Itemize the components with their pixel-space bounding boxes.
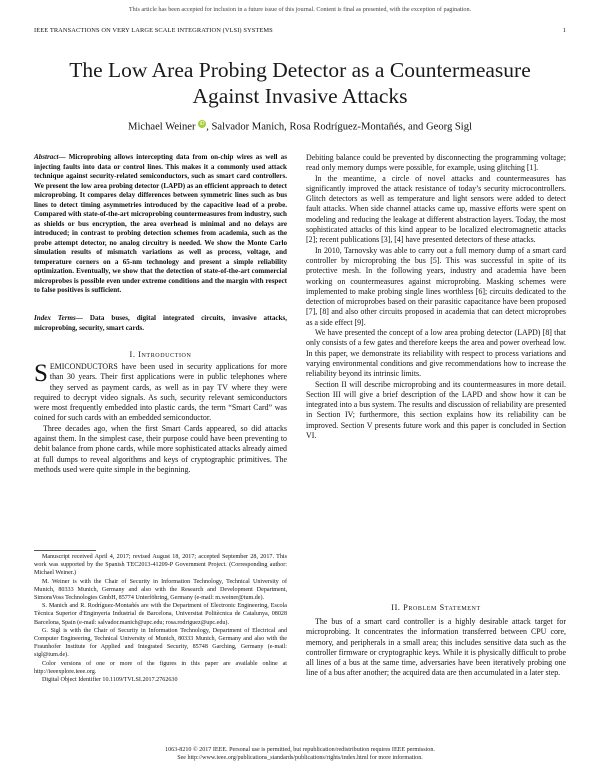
right-column-body: [306, 153, 566, 441]
right-paragraph-4: We have presented the concept of a low area probing detector (LAPD) [8] that only consists of a few gates and therefore keeps the area and power overhead low. In this paper, we demonstrate its reliability with respect to process variations and varying environmental conditions and give recommendations how to increase the reliability beyond its intrinsic limits.: [306, 328, 566, 379]
rights-link-line[interactable]: See http://www.ieee.org/publications_standards/publications/rights/index.html for more information.: [177, 755, 423, 761]
index-terms-label: Index Terms: [34, 314, 76, 322]
footnotes: [34, 553, 287, 684]
abstract-text: — Microprobing allows intercepting data from on-chip wires as well as injecting faults into data or control lines. This makes it a commonly used attack technique against security-related semiconductors, such as smart card controllers. We present the low area probing detector (LAPD) as an efficient approach to detect microprobing. It compares delay differences between symmetric lines such as bus lines to detect timing asymmetries introduced by the capacitive load of a probe. Compared with state-of-the-art microprobing countermeasures from industry, such as shields or bus encryption, the area overhead is minimal and no delays are introduced; in contrast to probing detection schemes from academia, such as the probe attempt detector, no analog circuitry is needed. We show the Monte Carlo simulation results of mismatch variations as well as process, voltage, and temperature corners on a 65-nm technology and present a simple reliability optimization. Eventually, we show that the detection of state-of-the-art commercial microprobes is possible even under extreme conditions and the margin with respect to false positives is sufficient.: [34, 153, 287, 294]
page-number: 1: [562, 27, 566, 34]
right-paragraph-2: In the meantime, a circle of novel attacks and countermeasures has significantly improved the attack resistance of today’s security microcontrollers. Glitch detectors as well as temperature and light sensors were added to detect fault attacks. When side channel attacks came up, massive efforts were spent on modeling and reducing the leakage at different abstraction layers. Today, the most sophisticated attacks of this kind appear to be localized electromagnetic attacks [2]; recent publications [3], [4] have presented detectors of these attacks.: [306, 173, 566, 245]
orcid-icon[interactable]: iD: [199, 121, 205, 127]
right-paragraph-3: In 2010, Tarnovsky was able to carry out a full memory dump of a smart card controller by microprobing the bus [5]. This was successful in spite of its protective mesh. In the following years, industry and academia have been working on countermeasures against microprobing. Masking schemes were implemented to make probing single lines worthless [6]; circuits dedicated to the detection of microprobes based on their parasitic capacitance have been proposed [7], [8] and also other circuits proposed in academia that can detect microprobes as a side effect [9].: [306, 245, 566, 327]
journal-name: IEEE TRANSACTIONS ON VERY LARGE SCALE INTEGRATION (VLSI) SYSTEMS: [34, 27, 273, 34]
paper-title: The Low Area Probing Detector as a Countermeasure Against Invasive Attacks: [69, 58, 531, 108]
problem-statement-body: [306, 617, 566, 679]
intro-paragraph-1: [34, 362, 287, 424]
right-paragraph-1: Debiting balance could be prevented by disconnecting the programming voltage; read only memory dumps were possible, for example, using glitching [1].: [306, 153, 566, 173]
section-heading-introduction: I. Introduction: [129, 350, 192, 359]
footnote-manuscript: Manuscript received April 4, 2017; revised August 18, 2017; accepted September 28, 2017. This work was supported by the Spanish TEC2013-41209-P Government Project. (Corresponding author: Michael Weiner.): [34, 554, 287, 577]
footnote-weiner: M. Weiner is with the Chair of Security in Information Technology, Technical University of Munich, 80333 Munich, Germany and also with the Research and Development Department, SimonsVoss Technologies GmbH, 85774 Unterföhring, Germany (e-mail: m.weiner@tum.de).: [34, 578, 287, 602]
first-author: Michael Weiner: [128, 121, 196, 133]
index-terms: [34, 314, 287, 333]
other-authors: , Salvador Manich, Rosa Rodríguez-Montañés, and Georg Sigl: [206, 121, 472, 133]
right-paragraph-5: Section II will describe microprobing and its countermeasures in more detail. Section III will give a brief description of the LAPD and show how it can be integrated into a bus system. The results and discussion of reliability are presented in Section IV; furthermore, this section explains how its reliability can be improved. Section V presents future work and this paper is concluded in Section VI.: [306, 379, 566, 441]
drop-cap: S: [34, 360, 48, 387]
footnote-color: Color versions of one or more of the figures in this paper are available online at http://ieeexplore.ieee.org.: [34, 660, 287, 675]
footnote-doi: Digital Object Identifier 10.1109/TVLSI.2017.2762630: [42, 677, 178, 684]
footnote-manich: S. Manich and R. Rodríguez-Montañés are with the Department of Electronic Engineering, Escola Tècnica Superior d'Enginyeria Industrial de Barcelona, Universitat Politècnica de Catalunya, 08028 Barcelona, Spain (e-mail: salvador.manich@upc.edu; rosa.rodriguez@upc.edu).: [34, 603, 287, 626]
abstract-label: Abstract: [34, 153, 59, 161]
copyright-line: 1063-8210 © 2017 IEEE. Personal use is permitted, but republication/redistribution requires IEEE permission.: [165, 747, 435, 753]
problem-paragraph-1: The bus of a smart card controller is a highly desirable attack target for microprobing. It concentrates the information transferred between CPU core, memory, and peripherals in a small area; this includes sensitive data such as the controller firmware or cryptographic keys. While it is physically difficult to probe all lines of a bus at the same time, adversaries have been iteratively probing one line of a bus after another; the acquired data are then accumulated in a later step.: [306, 617, 566, 678]
intro-paragraph-2: Three decades ago, when the first Smart Cards appeared, so did attacks against them. In the simplest case, their purpose could have been preventing to debit balance from phone cards, while more sophisticated attacks already aimed at full dumps to reveal algorithms and keys of cryptographic primitives. The methods used were quite simple in the beginning.: [34, 423, 287, 474]
abstract: [34, 153, 287, 296]
author-list: [40, 120, 560, 133]
introduction-body: [34, 362, 287, 475]
acceptance-notice: This article has been accepted for inclusion in a future issue of this journal. Content is final as presented, with the exception of pagination.: [128, 6, 472, 13]
intro-paragraph-1-text: EMICONDUCTORS have been used in security applications for more than 30 years. Their first applications were in public telephones where they served as payment cards, as well as in pay TV where they were required to decrypt video signals. As such, security relevant semiconductors were most frequently embedded into plastic cards, the term “Smart Card” was coined for such cards with an embedded semiconductor.: [34, 362, 287, 423]
footnote-divider: [34, 550, 96, 551]
footnote-sigl: G. Sigl is with the Chair of Security in Information Technology, Department of Electrical and Computer Engineering, Technical University of Munich, 80333 Munich, Germany and also with the Fraunhofer Institute for Applied and Integrated Security, 85748 Garching, Germany (e-mail: sigl@tum.de).: [34, 627, 287, 659]
index-terms-text: — Data buses, digital integrated circuits, invasive attacks, microprobing, security, smart cards.: [34, 314, 288, 332]
running-head: [34, 27, 566, 34]
section-heading-problem-statement: II. Problem Statement: [391, 603, 481, 612]
copyright-footer: [0, 746, 600, 762]
